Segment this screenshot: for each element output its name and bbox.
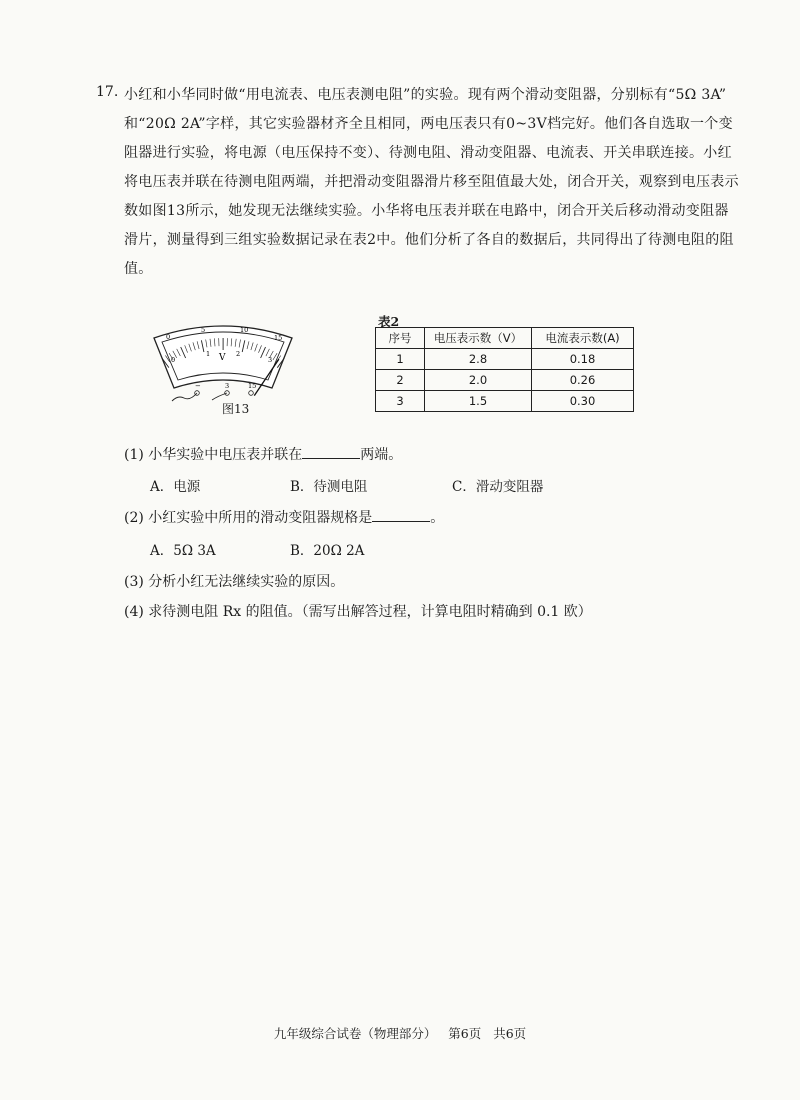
table-cell: 1 [376,349,425,370]
table-cell: 3 [376,391,425,412]
terminal-15v [249,391,254,396]
table-cell: 2.8 [425,349,532,370]
table-row [376,370,634,391]
terminal-label: 15 [248,382,257,390]
table-caption: 表2 [378,314,400,329]
sub-question-text: 两端。 [360,447,403,463]
option-c: C．滑动变阻器 [452,479,544,495]
table-header-cell: 电流表示数(A) [532,328,634,349]
table-cell: 2.0 [425,370,532,391]
table-row [376,391,634,412]
sub-question-1 [124,444,402,464]
terminal-label: 3 [225,382,230,390]
option-b: B．待测电阻 [290,479,368,495]
question-line: 将电压表并联在待测电阻两端，并把滑动变阻器滑片移至阻值最大处，闭合开关，观察到电压表示 [124,174,739,190]
table-cell: 1.5 [425,391,532,412]
table-cell: 0.18 [532,349,634,370]
table-header-row [376,328,634,349]
inner-scale-label: 2 [236,350,241,358]
figure-caption: 图13 [222,402,250,416]
question-line: 小红和小华同时做“用电流表、电压表测电阻”的实验。现有两个滑动变阻器，分别标有“5Ω 3A” [124,87,727,103]
question-line: 阻器进行实验，将电源（电压保持不变）、待测电阻、滑动变阻器、电流表、开关串联连接。小红 [124,145,732,161]
inner-scale-label: 1 [206,350,211,358]
data-table [375,327,634,412]
table-header-cell: 电压表示数（V） [425,328,532,349]
question-line: 和“20Ω 2A”字样，其它实验器材齐全且相同，两电压表只有0~3V档完好。他们各自选取一个变 [124,116,733,132]
outer-scale-label: 15 [274,334,283,342]
table-cell: 0.30 [532,391,634,412]
terminal-label: − [195,382,201,390]
option-a: A．电源 [150,479,201,495]
outer-scale-label: 5 [201,326,206,334]
sub-question-2 [124,507,444,527]
table-cell: 0.26 [532,370,634,391]
sub-question-3: (3) 分析小红无法继续实验的原因。 [124,574,345,590]
answer-blank[interactable] [372,509,430,522]
wire-negative [172,393,197,401]
option-b: B．20Ω 2A [290,543,365,559]
inner-scale-label: 3 [268,356,273,364]
table-row [376,349,634,370]
question-line: 滑片，测量得到三组实验数据记录在表2中。他们分析了各自的数据后，共同得出了待测电阻的阻 [124,232,734,248]
sub-question-text: (2) 小红实验中所用的滑动变阻器规格是 [124,510,373,526]
answer-blank[interactable] [302,446,360,459]
sub-question-text: (1) 小华实验中电压表并联在 [124,447,303,463]
inner-scale-label: 0 [171,356,176,364]
question-line: 值。 [124,261,153,277]
page-footer: 九年级综合试卷（物理部分） 第6页 共6页 [273,1026,527,1041]
question-line: 数如图13所示，她发现无法继续实验。小华将电压表并联在电路中，闭合开关后移动滑动变阻器 [124,203,729,219]
outer-scale-label: 10 [240,326,249,334]
wire-3v [212,393,227,400]
question-number: 17. [96,84,119,100]
option-a: A．5Ω 3A [150,543,216,559]
sub-question-text: 。 [430,510,445,526]
meter-symbol: V [219,353,226,363]
table-header-cell: 序号 [376,328,425,349]
sub-question-4: (4) 求待测电阻 Rx 的阻值。（需写出解答过程，计算电阻时精确到 0.1 欧） [124,604,592,620]
table-cell: 2 [376,370,425,391]
outer-scale-label: 0 [166,333,171,341]
